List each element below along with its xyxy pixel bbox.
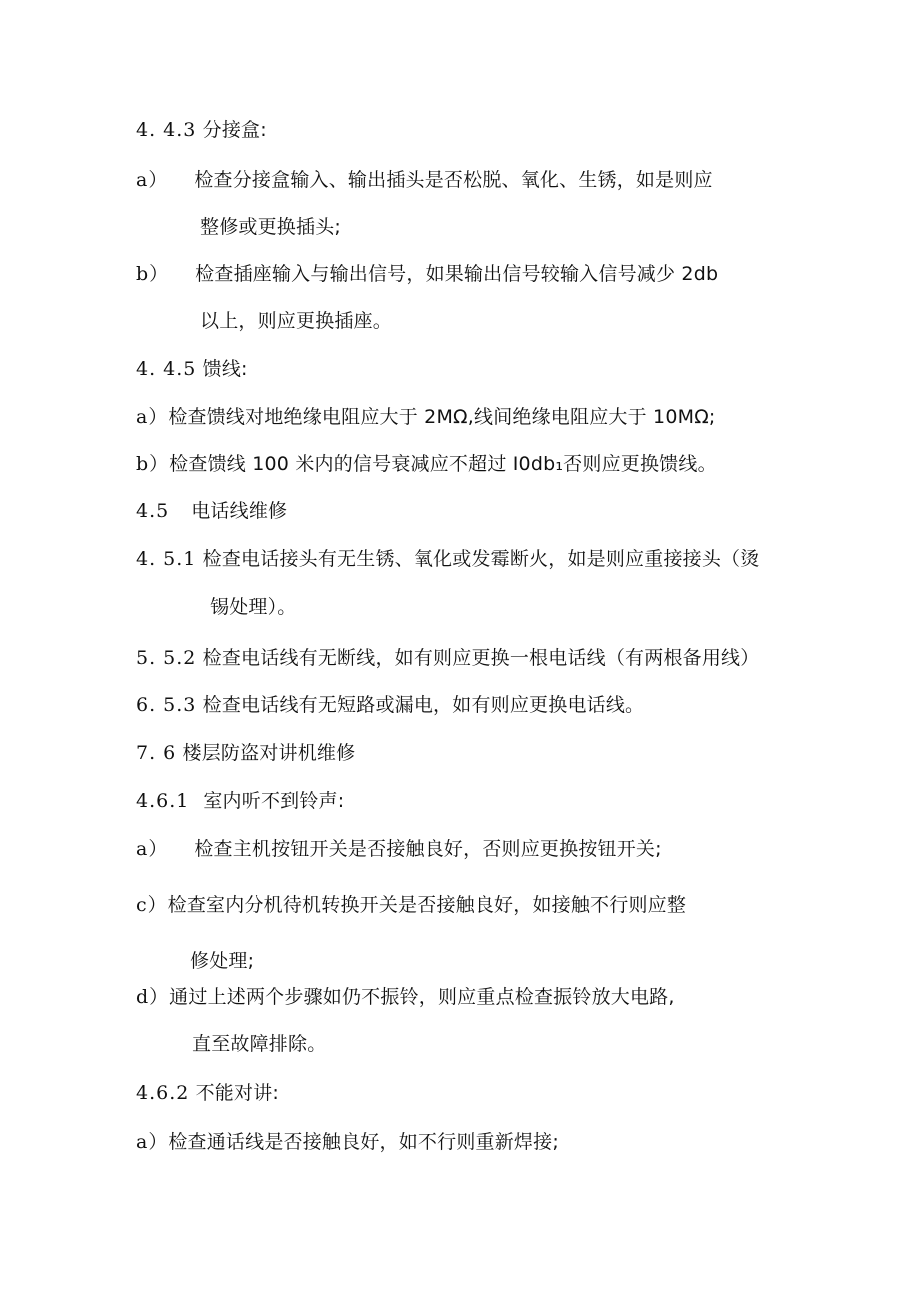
item-marker: a） bbox=[136, 838, 169, 860]
section-continuation bbox=[210, 594, 297, 620]
section-number: 4.6.1 bbox=[136, 790, 190, 812]
item-marker: a） bbox=[136, 406, 169, 428]
heading-5-5-2 bbox=[136, 645, 759, 671]
item-marker: b） bbox=[136, 453, 170, 475]
item-text: 检查插座输入与输出信号，如果输出信号较输入信号减少 2db bbox=[195, 263, 719, 285]
list-item-b bbox=[136, 261, 718, 287]
section-number: 6. 5.3 bbox=[136, 694, 197, 716]
list-item-a bbox=[136, 167, 713, 193]
item-marker: c） bbox=[136, 894, 168, 916]
list-item-a bbox=[136, 1129, 559, 1155]
item-text: 检查馈线对地绝缘电阻应大于 2MΩ,线间绝缘电阻应大于 10MΩ; bbox=[168, 406, 716, 428]
item-text: 直至故障排除。 bbox=[192, 1033, 327, 1055]
item-text: 整修或更换插头; bbox=[200, 216, 342, 238]
list-item-c bbox=[136, 892, 686, 918]
list-item-a bbox=[136, 404, 716, 430]
heading-6-5-3 bbox=[136, 692, 644, 718]
item-text: 修处理; bbox=[190, 950, 255, 972]
section-title: 分接盒: bbox=[202, 119, 267, 141]
item-marker: b） bbox=[136, 263, 170, 285]
item-marker: d） bbox=[136, 986, 170, 1008]
heading-7-6 bbox=[136, 740, 355, 766]
list-item-continuation bbox=[200, 308, 392, 334]
heading-4-4-3 bbox=[136, 117, 267, 143]
section-title: 室内听不到铃声: bbox=[203, 790, 345, 812]
section-text: 检查电话接头有无生锈、氧化或发霉断火，如是则应重接接头（烫 bbox=[202, 548, 760, 570]
item-text: 检查主机按钮开关是否接触良好，否则应更换按钮开关; bbox=[194, 838, 662, 860]
heading-4-4-5 bbox=[136, 356, 248, 382]
section-title: 不能对讲: bbox=[195, 1082, 280, 1104]
list-item-continuation bbox=[192, 1031, 326, 1057]
item-marker: a） bbox=[136, 169, 169, 191]
section-number: 7. 6 bbox=[136, 742, 177, 764]
item-text: 检查分接盒输入、输出插头是否松脱、氧化、生锈，如是则应 bbox=[194, 169, 713, 191]
section-title: 电话线维修 bbox=[191, 500, 288, 522]
list-item-d bbox=[136, 984, 675, 1010]
list-item-b bbox=[136, 451, 717, 477]
heading-4-5-1 bbox=[136, 546, 759, 572]
list-item-continuation bbox=[200, 214, 341, 240]
item-marker: a） bbox=[136, 1131, 169, 1153]
section-title: 馈线: bbox=[202, 358, 248, 380]
item-text: 以上，则应更换插座。 bbox=[200, 310, 393, 332]
section-number: 4. 4.5 bbox=[136, 358, 197, 380]
section-text: 检查电话线有无短路或漏电，如有则应更换电话线。 bbox=[202, 694, 645, 716]
section-text: 锡处理）。 bbox=[210, 596, 297, 618]
list-item-continuation bbox=[190, 948, 254, 974]
section-number: 4. 4.3 bbox=[136, 119, 197, 141]
item-text: 通过上述两个步骤如仍不振铃，则应重点检查振铃放大电路, bbox=[169, 986, 675, 1008]
list-item-a bbox=[136, 836, 662, 862]
section-number: 4. 5.1 bbox=[136, 548, 197, 570]
item-text: 检查馈线 100 米内的信号衰减应不超过 I0db₁否则应更换馈线。 bbox=[169, 453, 717, 475]
heading-4-6-1 bbox=[136, 788, 344, 814]
section-number: 4.5 bbox=[136, 500, 170, 522]
heading-4-6-2 bbox=[136, 1080, 279, 1106]
section-title: 楼层防盗对讲机维修 bbox=[182, 742, 356, 764]
section-number: 5. 5.2 bbox=[136, 647, 197, 669]
section-number: 4.6.2 bbox=[136, 1082, 190, 1104]
heading-4-5 bbox=[136, 498, 287, 524]
item-text: 检查通话线是否接触良好，如不行则重新焊接; bbox=[168, 1131, 559, 1153]
section-text: 检查电话线有无断线，如有则应更换一根电话线（有两根备用线） bbox=[202, 647, 760, 669]
item-text: 检查室内分机待机转换开关是否接触良好，如接触不行则应整 bbox=[167, 894, 687, 916]
